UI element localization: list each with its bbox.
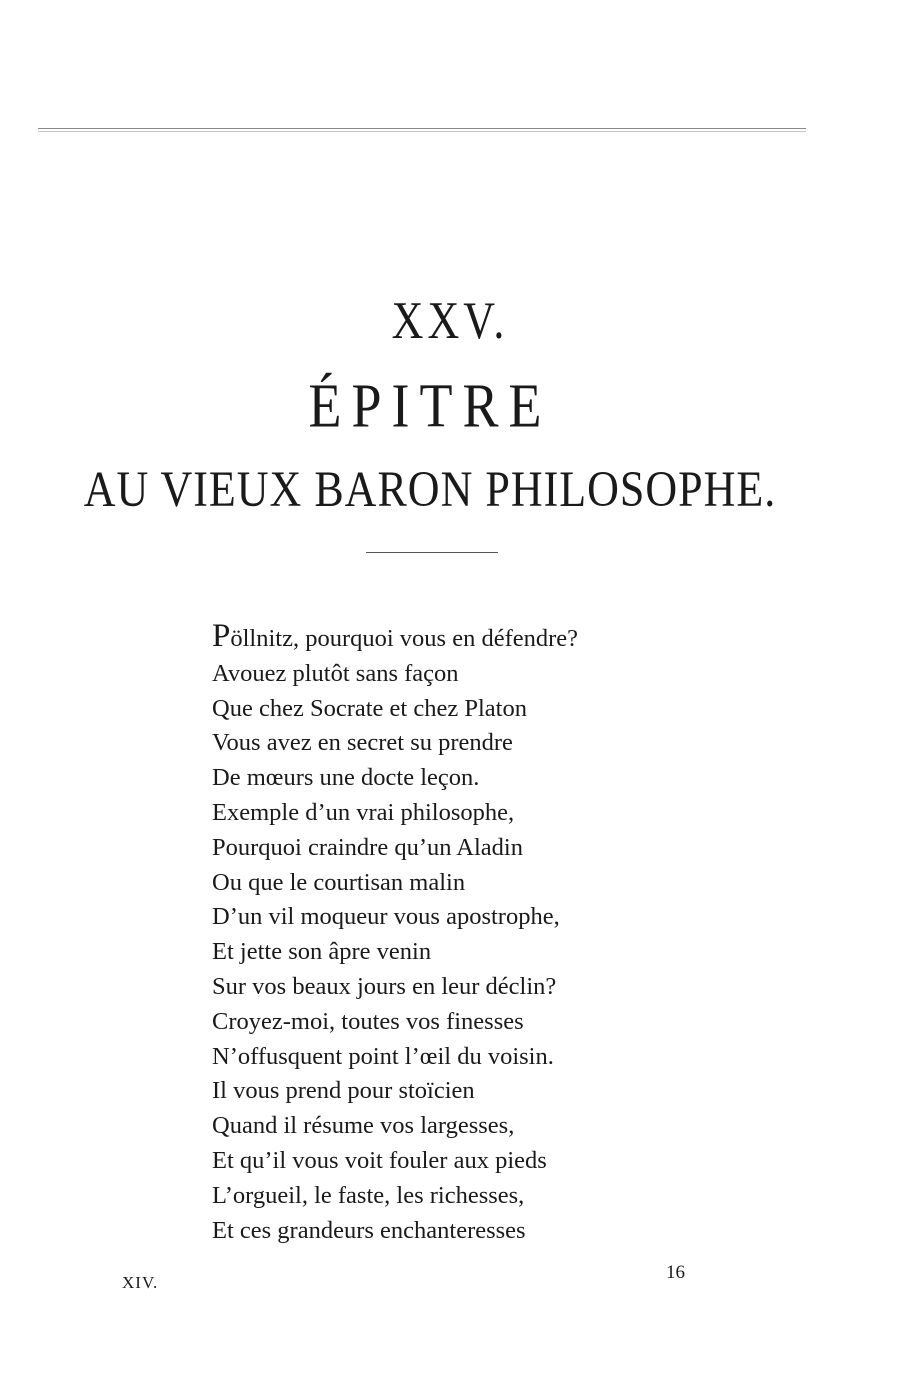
page-title: ÉPITRE — [308, 371, 552, 441]
section-divider — [366, 552, 498, 553]
poem-line: L’orgueil, le faste, les richesses, — [212, 1181, 525, 1209]
page-number: 16 — [666, 1262, 685, 1283]
poem-line: De mœurs une docte leçon. — [212, 764, 480, 792]
page-subtitle: AU VIEUX BARON PHILOSOPHE. — [83, 461, 777, 518]
poem-line: Sur vos beaux jours en leur déclin? — [212, 972, 557, 1000]
poem-line: Ou que le courtisan malin — [212, 868, 466, 896]
poem-line: Quand il résume vos largesses, — [212, 1112, 515, 1140]
poem-body — [212, 620, 692, 1248]
drop-cap: P — [212, 618, 231, 654]
poem-line: Et jette son âpre venin — [212, 938, 432, 966]
poem-line: D’un vil moqueur vous apostrophe, — [212, 903, 560, 931]
poem-line: Exemple d’un vrai philosophe, — [212, 798, 515, 826]
poem-line: Il vous prend pour stoïcien — [212, 1077, 475, 1105]
poem-line: Vous avez en secret su prendre — [212, 729, 513, 757]
poem-line: N’offusquent point l’œil du voisin. — [212, 1042, 554, 1070]
poem-line: Avouez plutôt sans façon — [212, 659, 459, 687]
poem-line: Pourquoi craindre qu’un Aladin — [212, 833, 523, 861]
top-rule-secondary — [38, 131, 806, 132]
poem-line — [212, 620, 692, 657]
chapter-number: XXV. — [391, 291, 509, 350]
poem-line: Et qu’il vous voit fouler aux pieds — [212, 1146, 547, 1174]
poem-first-line: öllnitz, pourquoi vous en défendre? — [230, 625, 579, 652]
poem-line: Croyez-moi, toutes vos finesses — [212, 1007, 524, 1035]
poem-line: Que chez Socrate et chez Platon — [212, 694, 527, 722]
signature-mark: XIV. — [122, 1273, 159, 1292]
poem-line: Et ces grandeurs enchanteresses — [212, 1216, 526, 1244]
top-rule — [38, 128, 806, 129]
